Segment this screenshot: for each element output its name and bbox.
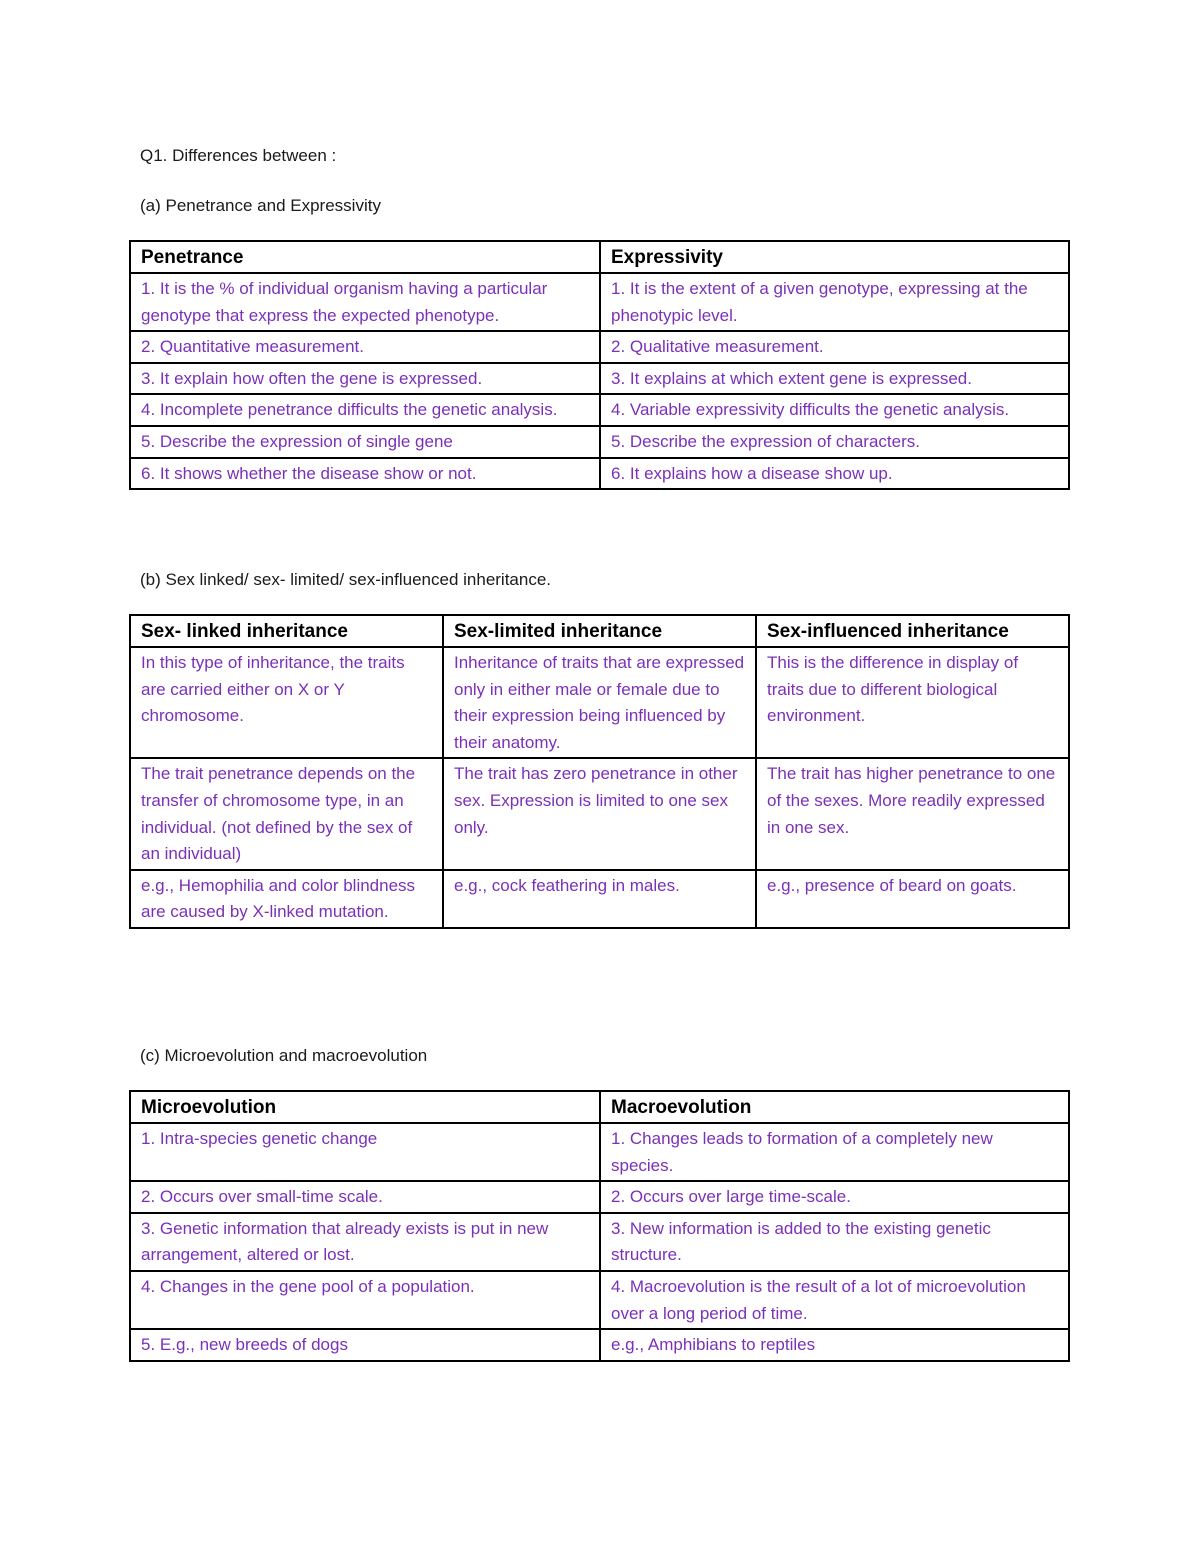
table-row	[130, 758, 1069, 869]
table-cell: 4. Incomplete penetrance difficults the genetic analysis.	[130, 394, 600, 426]
table-cell: e.g., presence of beard on goats.	[756, 870, 1069, 928]
table-row	[130, 1123, 1069, 1181]
column-header: Sex- linked inheritance	[130, 615, 443, 647]
table-row	[130, 1213, 1069, 1271]
table-cell: 4. Variable expressivity difficults the genetic analysis.	[600, 394, 1069, 426]
column-header: Microevolution	[130, 1091, 600, 1123]
sex-inheritance-table	[129, 614, 1070, 929]
column-header: Sex-influenced inheritance	[756, 615, 1069, 647]
table-row	[130, 647, 1069, 758]
table-cell: 1. Intra-species genetic change	[130, 1123, 600, 1181]
table-cell: Inheritance of traits that are expressed only in either male or female due to their expression being influenced by their anatomy.	[443, 647, 756, 758]
table-cell: e.g., Amphibians to reptiles	[600, 1329, 1069, 1361]
table-cell: 4. Macroevolution is the result of a lot of microevolution over a long period of time.	[600, 1271, 1069, 1329]
table-cell: This is the difference in display of traits due to different biological environment.	[756, 647, 1069, 758]
table-row	[130, 458, 1069, 490]
table-row	[130, 1181, 1069, 1213]
column-header: Macroevolution	[600, 1091, 1069, 1123]
table-row	[130, 394, 1069, 426]
table-cell: In this type of inheritance, the traits are carried either on X or Y chromosome.	[130, 647, 443, 758]
table-cell: 5. Describe the expression of characters.	[600, 426, 1069, 458]
table-cell: 2. Occurs over large time-scale.	[600, 1181, 1069, 1213]
table-cell: The trait penetrance depends on the transfer of chromosome type, in an individual. (not defined by the sex of an individual)	[130, 758, 443, 869]
column-header: Expressivity	[600, 241, 1069, 273]
table-cell: 3. Genetic information that already exists is put in new arrangement, altered or lost.	[130, 1213, 600, 1271]
table-row	[130, 363, 1069, 395]
table-cell: 3. It explains at which extent gene is expressed.	[600, 363, 1069, 395]
column-header: Penetrance	[130, 241, 600, 273]
table-cell: The trait has higher penetrance to one of the sexes. More readily expressed in one sex.	[756, 758, 1069, 869]
table-cell: 4. Changes in the gene pool of a population.	[130, 1271, 600, 1329]
table-cell: 1. It is the % of individual organism having a particular genotype that express the expected phenotype.	[130, 273, 600, 331]
table-cell: 5. Describe the expression of single gene	[130, 426, 600, 458]
table-row	[130, 426, 1069, 458]
table-cell: 2. Occurs over small-time scale.	[130, 1181, 600, 1213]
table-cell: 5. E.g., new breeds of dogs	[130, 1329, 600, 1361]
table-cell: 6. It shows whether the disease show or not.	[130, 458, 600, 490]
section-b-heading: (b) Sex linked/ sex- limited/ sex-influenced inheritance.	[140, 570, 552, 589]
table-cell: 2. Qualitative measurement.	[600, 331, 1069, 363]
table-cell: e.g., Hemophilia and color blindness are caused by X-linked mutation.	[130, 870, 443, 928]
table-cell: 1. Changes leads to formation of a completely new species.	[600, 1123, 1069, 1181]
section-a-heading: (a) Penetrance and Expressivity	[140, 196, 381, 215]
table-row	[130, 1271, 1069, 1329]
section-c-heading: (c) Microevolution and macroevolution	[140, 1046, 428, 1065]
table-cell: e.g., cock feathering in males.	[443, 870, 756, 928]
table-row	[130, 870, 1069, 928]
table-row	[130, 273, 1069, 331]
table-header-row	[130, 1091, 1069, 1123]
table-row	[130, 331, 1069, 363]
table-cell: 3. It explain how often the gene is expressed.	[130, 363, 600, 395]
column-header: Sex-limited inheritance	[443, 615, 756, 647]
table-header-row	[130, 615, 1069, 647]
table-header-row	[130, 241, 1069, 273]
table-cell: 1. It is the extent of a given genotype, expressing at the phenotypic level.	[600, 273, 1069, 331]
table-cell: 2. Quantitative measurement.	[130, 331, 600, 363]
table-cell: 3. New information is added to the existing genetic structure.	[600, 1213, 1069, 1271]
evolution-table	[129, 1090, 1070, 1362]
table-row	[130, 1329, 1069, 1361]
table-cell: 6. It explains how a disease show up.	[600, 458, 1069, 490]
table-cell: The trait has zero penetrance in other sex. Expression is limited to one sex only.	[443, 758, 756, 869]
question-title: Q1. Differences between :	[140, 146, 337, 165]
penetrance-expressivity-table	[129, 240, 1070, 490]
